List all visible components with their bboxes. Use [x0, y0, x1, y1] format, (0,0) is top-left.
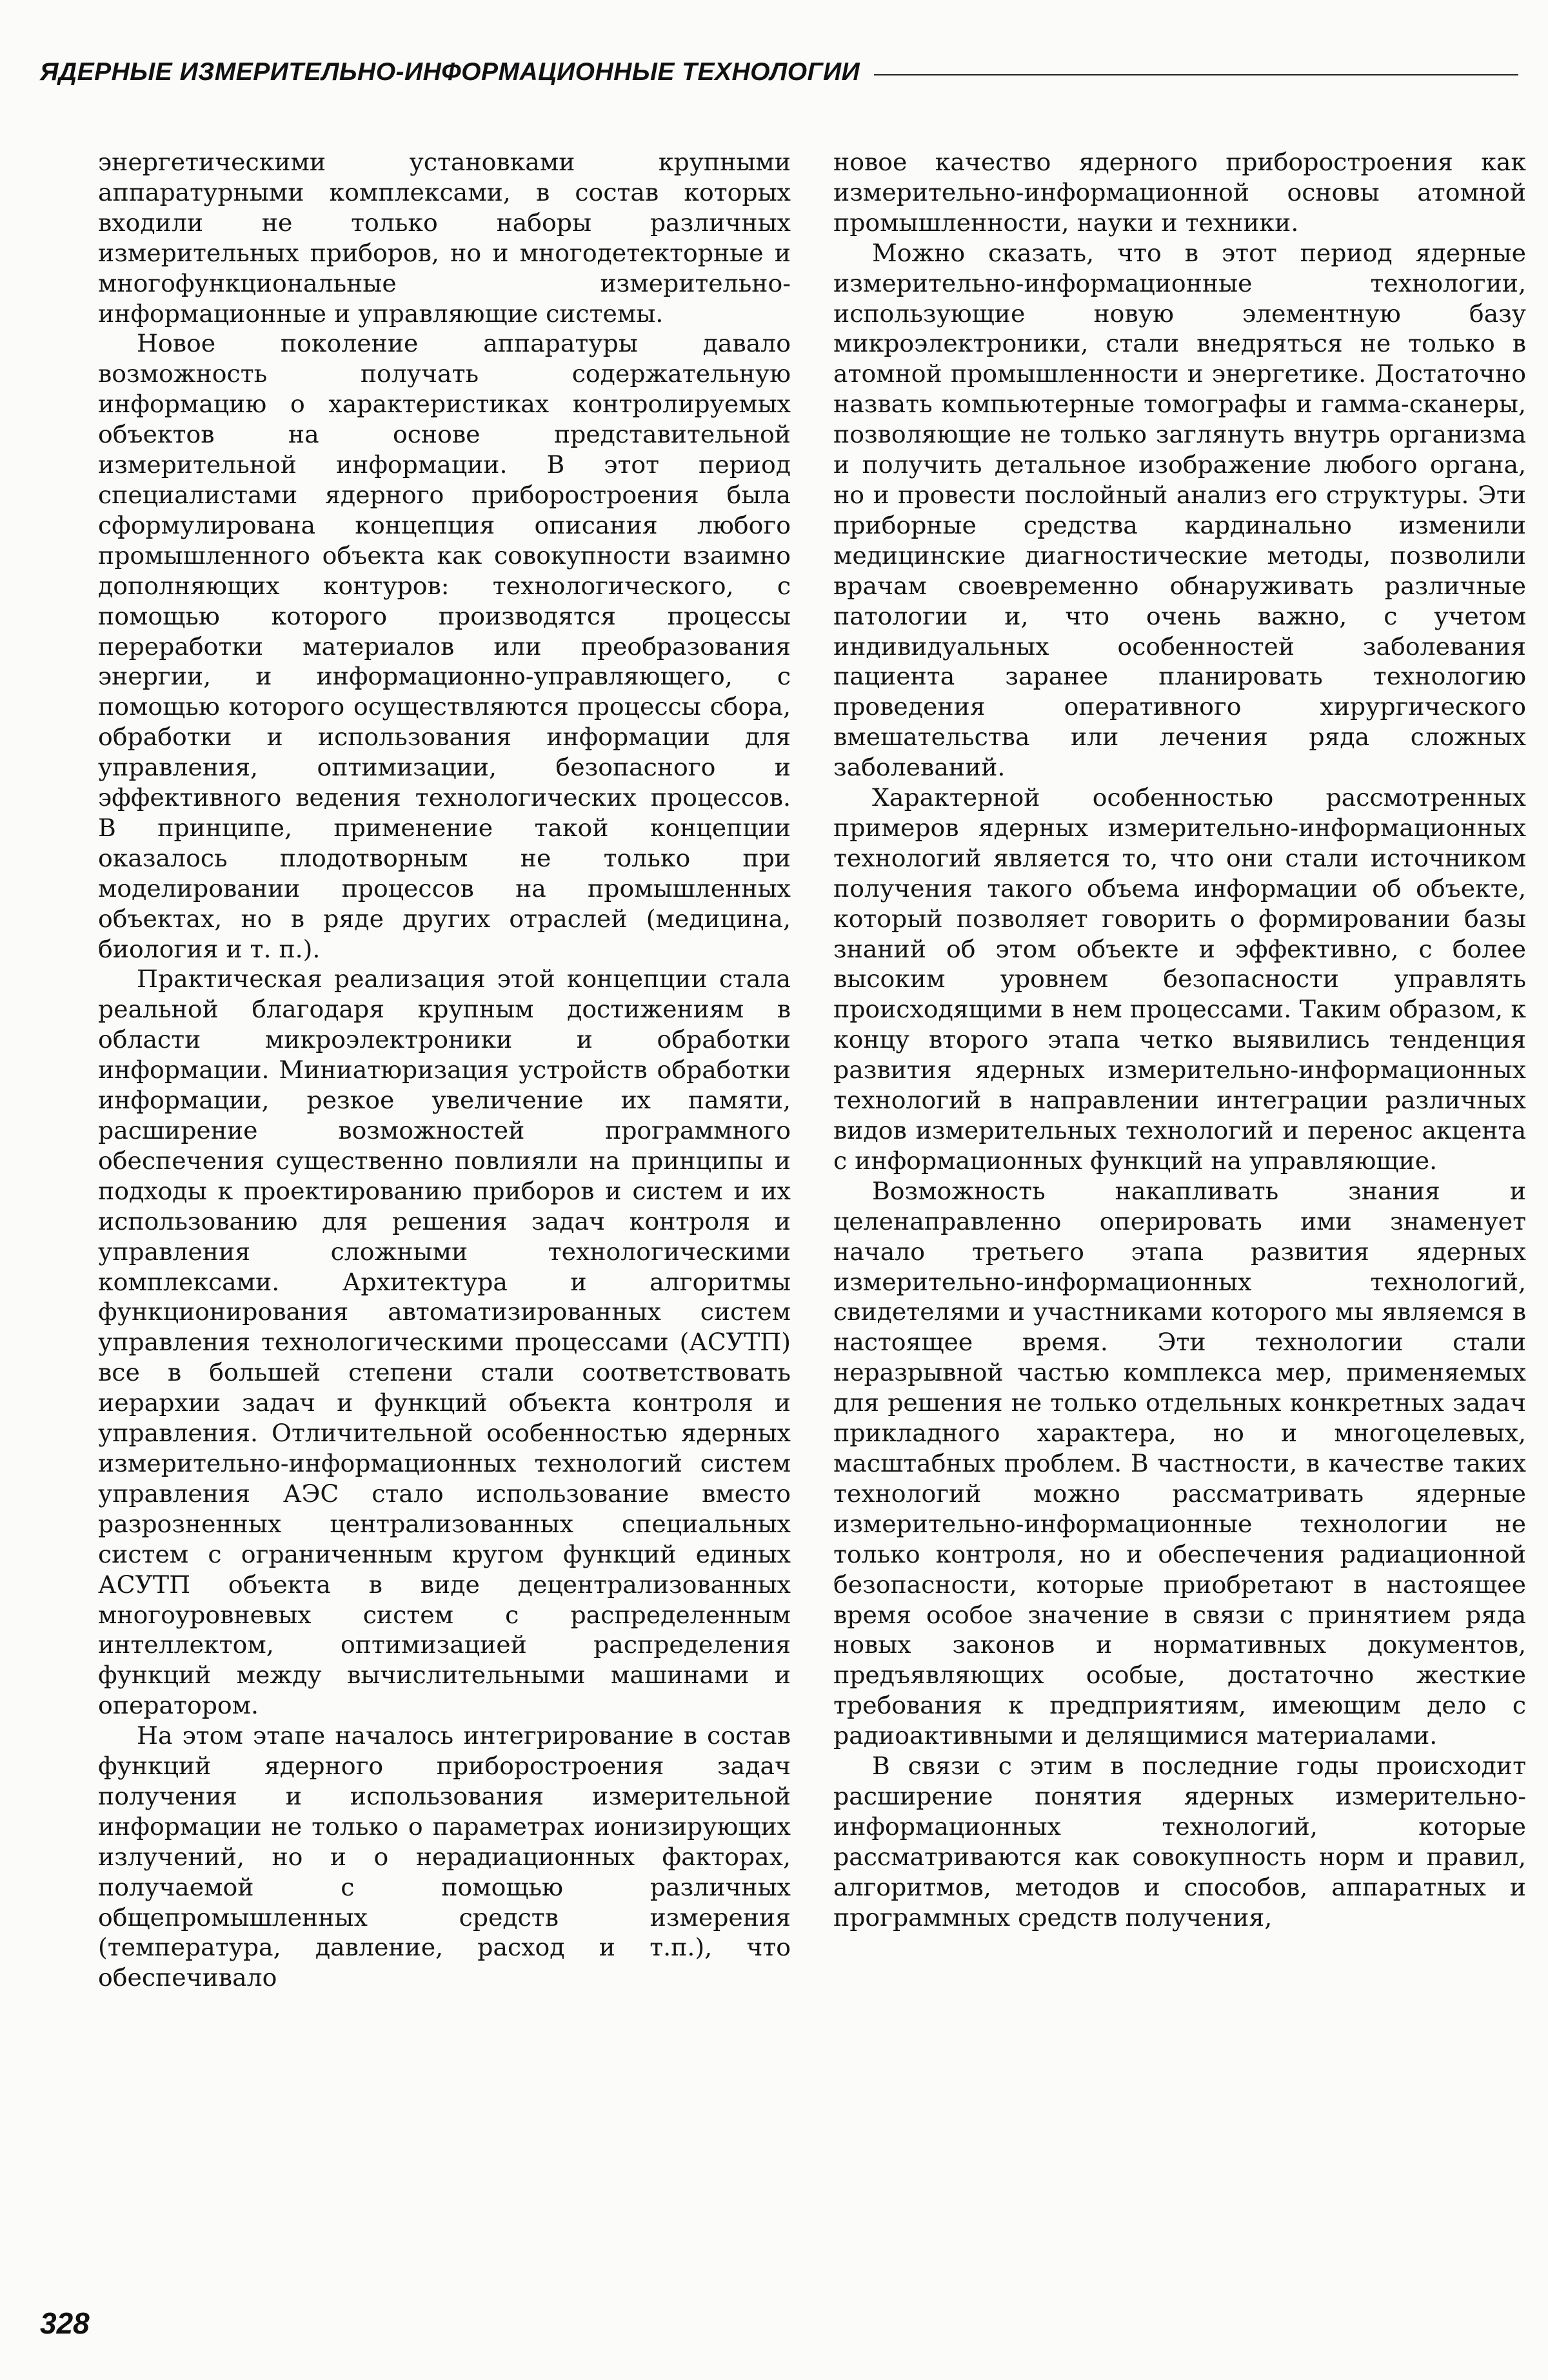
paragraph: На этом этапе началось интегрирование в состав функций ядерного приборостроения задач получения и использования измерительной информации не только о параметрах ионизирующих излучений, но и о нерадиационных факторах, получаемой с помощью различных общепромышленных средств измерения (температура, давление, расход и т.п.), что обеспечивало [98, 1721, 791, 1992]
running-header-title: ЯДЕРНЫЕ ИЗМЕРИТЕЛЬНО-ИНФОРМАЦИОННЫЕ ТЕХНОЛОГИИ [40, 58, 860, 86]
paragraph: энергетическими установками крупными аппаратурными комплексами, в состав которых входили не только наборы различных измерительных приборов, но и многодетекторные и многофункциональные измерительно-информационные и управляющие системы. [98, 148, 791, 328]
paragraph: Характерной особенностью рассмотренных примеров ядерных измерительно-информационных технологий является то, что они стали источником получения такого объема информации об объекте, который позволяет говорить о формировании базы знаний об этом объекте и эффективно, с более высоким уровнем безопасности управлять происходящими в нем процессами. Таким образом, к концу второго этапа четко выявились тенденция развития ядерных измерительно-информационных технологий в направлении интеграции различных видов измерительных технологий и перенос акцента с информационных функций на управляющие. [833, 783, 1526, 1175]
paragraph: Возможность накапливать знания и целенаправленно оперировать ими знаменует начало третьего этапа развития ядерных измерительно-информационных технологий, свидетелями и участниками которого мы являемся в настоящее время. Эти технологии стали неразрывной частью комплекса мер, применяемых для решения не только отдельных конкретных задач прикладного характера, но и многоцелевых, масштабных проблем. В частности, в качестве таких технологий можно рассматривать ядерные измерительно-информационные технологии не только контроля, но и обеспечения радиационной безопасности, которые приобретают в настоящее время особое значение в связи с принятием ряда новых законов и нормативных документов, предъявляющих особые, достаточно жесткие требования к предприятиям, имеющим дело с радиоактивными и делящимися материалами. [833, 1176, 1526, 1750]
right-column [833, 147, 1526, 1932]
paragraph: Практическая реализация этой концепции стала реальной благодаря крупным достижениям в области микроэлектроники и обработки информации. Миниатюризация устройств обработки информации, резкое увеличение их памяти, расширение возможностей программного обеспечения существенно повлияли на принципы и подходы к проектированию приборов и систем и их использованию для решения задач контроля и управления сложными технологическими комплексами. Архитектура и алгоритмы функционирования автоматизированных систем управления технологическими процессами (АСУТП) все в большей степени стали соответствовать иерархии задач и функций объекта контроля и управления. Отличительной особенностью ядерных измерительно-информационных технологий систем управления АЭС стало использование вместо разрозненных централизованных специальных систем с ограниченным кругом функций единых АСУТП объекта в виде децентрализованных многоуровневых систем с распределенным интеллектом, оптимизацией распределения функций между вычислительными машинами и оператором. [98, 965, 791, 1720]
running-header [40, 59, 1518, 85]
paragraph: Можно сказать, что в этот период ядерные измерительно-информационные технологии, использующие новую элементную базу микроэлектроники, стали внедряться не только в атомной промышленности и энергетике. Достаточно назвать компьютерные томографы и гамма-сканеры, позволяющие не только заглянуть внутрь организма и получить детальное изображение любого органа, но и провести послойный анализ его структуры. Эти приборные средства кардинально изменили медицинские диагностические методы, позволили врачам своевременно обнаруживать различные патологии и, что очень важно, с учетом индивидуальных особенностей заболевания пациента заранее планировать технологию проведения оперативного хирургического вмешательства или лечения ряда сложных заболеваний. [833, 238, 1526, 782]
left-column [98, 147, 791, 1993]
header-rule [874, 74, 1518, 75]
paragraph: Новое поколение аппаратуры давало возможность получать содержательную информацию о характеристиках контролируемых объектов на основе представительной измерительной информации. В этот период специалистами ядерного приборостроения была сформулирована концепция описания любого промышленного объекта как совокупности взаимно дополняющих контуров: технологического, с помощью которого производятся процессы переработки материалов или преобразования энергии, и информационно-управляющего, с помощью которого осуществляются процессы сбора, обработки и использования информации для управления, оптимизации, безопасного и эффективного ведения технологических процессов. В принципе, применение такой концепции оказалось плодотворным не только при моделировании процессов на промышленных объектах, но в ряде других отраслей (медицина, биология и т. п.). [98, 329, 791, 963]
paragraph: новое качество ядерного приборостроения как измерительно-информационной основы атомной промышленности, науки и техники. [833, 148, 1526, 237]
page-number: 328 [40, 2306, 90, 2340]
paragraph: В связи с этим в последние годы происходит расширение понятия ядерных измерительно-информационных технологий, которые рассматриваются как совокупность норм и правил, алгоритмов, методов и способов, аппаратных и программных средств получения, [833, 1752, 1526, 1932]
